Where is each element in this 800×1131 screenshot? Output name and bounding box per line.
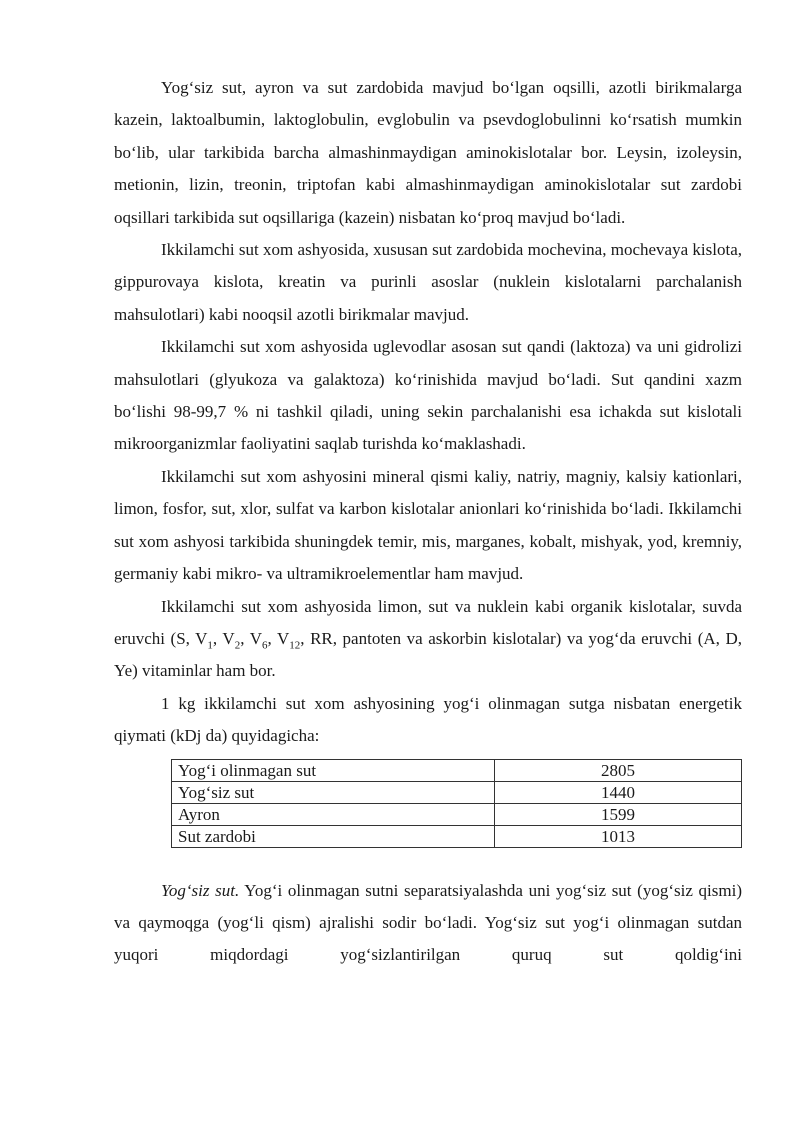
vitamins-text-d: , V [267, 628, 290, 648]
table-row [172, 781, 742, 803]
paragraph-energy-intro: 1 kg ikkilamchi sut xom ashyosining yog‘i olinmagan sutga nisbatan energetik qiymati (kDj da) quyidagicha: [114, 693, 742, 746]
paragraph-skim-milk [114, 875, 742, 972]
vitamin-subscript-1: 1 [207, 639, 213, 652]
vitamin-subscript-12: 12 [289, 639, 301, 652]
table-cell-value: 1440 [495, 781, 742, 803]
table-cell-product: Yog‘siz sut [172, 781, 495, 803]
paragraph-vitamins [114, 591, 742, 688]
skim-milk-text: Yog‘i olinmagan sutni separatsiyalashda uni yog‘siz sut (yog‘siz qismi) va qaymoqga (yog‘li qism) ajralishi sodir bo‘ladi. Yog‘siz sut yog‘i olinmagan sutdan yuqori miqdordagi yog‘sizlantirilgan quruq sut qoldig‘ini [114, 880, 742, 965]
vitamin-subscript-6: 6 [261, 639, 268, 652]
table-cell-value: 1599 [495, 803, 742, 825]
paragraph-minerals: Ikkilamchi sut xom ashyosini mineral qismi kaliy, natriy, magniy, kalsiy kationlari, limon, fosfor, sut, xlor, sulfat va karbon kislotalar anionlari ko‘rinishida bo‘ladi. Ikkilamchi sut xom ashyosi tarkibida shuningdek temir, mis, marganes, kobalt, mishyak, yod, kremniy, germaniy kabi mikro- va ultramikroelementlar ham mavjud. [114, 466, 742, 584]
table-row [172, 825, 742, 847]
table-cell-value: 1013 [495, 825, 742, 847]
vitamins-text-a: Ikkilamchi sut xom ashyosida limon, sut va nuklein kabi organik kislotalar, suvda eruvchi (S, V [114, 596, 742, 648]
table-cell-value: 2805 [495, 759, 742, 781]
spacer [114, 848, 742, 875]
table-row [172, 803, 742, 825]
vitamins-text-b: , V [212, 628, 235, 648]
section-heading-skim-milk: Yog‘siz sut. [161, 880, 240, 900]
document-page [114, 72, 742, 972]
paragraph-carbohydrates: Ikkilamchi sut xom ashyosida uglevodlar asosan sut qandi (laktoza) va uni gidrolizi mahsulotlari (glyukoza va galaktoza) ko‘rinishida mavjud bo‘ladi. Sut qandini xazm bo‘lishi 98-99,7 % ni tashkil qiladi, uning sekin parchalanishi esa ichakda sut kislotali mikroorganizmlar faoliyatini saqlab turishda ko‘maklashadi. [114, 337, 742, 454]
vitamins-text-c: , V [240, 628, 262, 648]
vitamin-subscript-2: 2 [234, 639, 241, 652]
table-cell-product: Yog‘i olinmagan sut [172, 759, 495, 781]
paragraph-nonprotein-nitrogen: Ikkilamchi sut xom ashyosida, xususan sut zardobida mochevina, mochevaya kislota, gippurovaya kislota, kreatin va purinli asoslar (nuklein kislotalarni parchalanish mahsulotlari) kabi nooqsil azotli birikmalar mavjud. [114, 240, 742, 324]
table-cell-product: Sut zardobi [172, 825, 495, 847]
vitamins-text-e: , RR, pantoten va askorbin kislotalar) va yog‘da eruvchi (A, D, Ye) vitaminlar ham bor. [114, 628, 742, 681]
energy-value-table [171, 759, 742, 848]
table-row [172, 759, 742, 781]
table-cell-product: Ayron [172, 803, 495, 825]
paragraph-protein: Yog‘siz sut, ayron va sut zardobida mavjud bo‘lgan oqsilli, azotli birikmalarga kazein, laktoalbumin, laktoglobulin, evglobulin va psevdoglobulinni ko‘rsatish mumkin bo‘lib, ular tarkibida barcha almashinmaydigan aminokislotalar bor. Leysin, izoleysin, metionin, lizin, treonin, triptofan kabi almashinmaydigan aminokislotalar sut zardobi oqsillari tarkibida sut oqsillariga (kazein) nisbatan ko‘proq mavjud bo‘ladi. [114, 78, 742, 227]
